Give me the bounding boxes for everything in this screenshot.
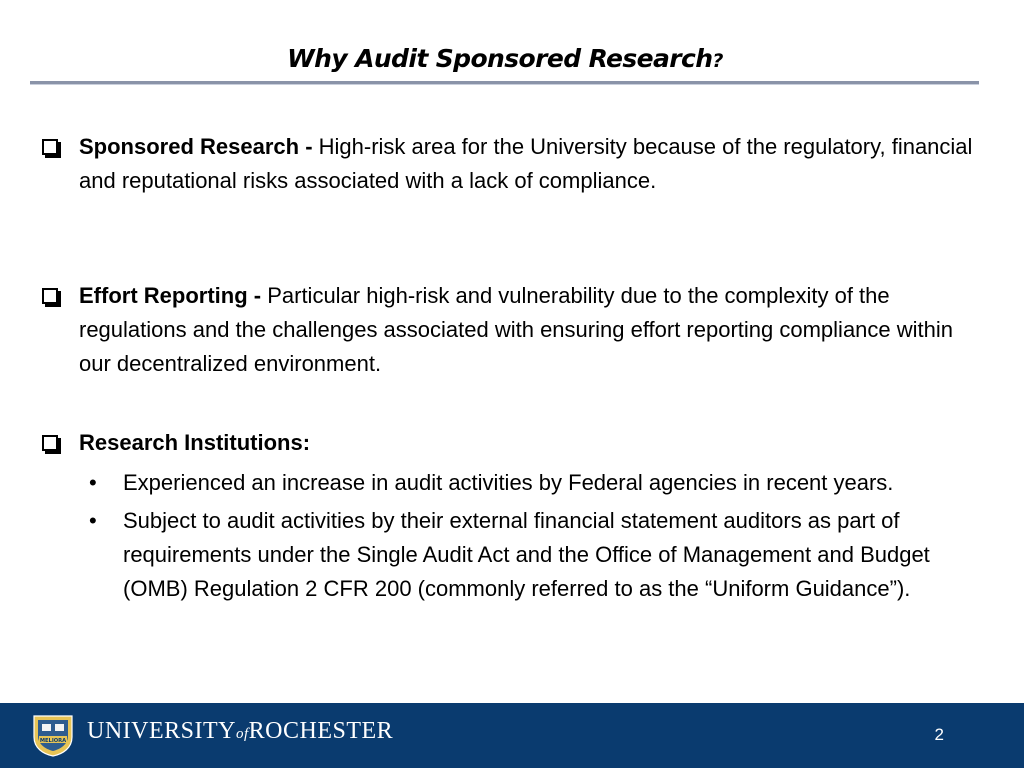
checkbox-bullet-icon [42,435,58,451]
title-divider [30,81,979,85]
bullet-dot-icon: • [89,508,97,533]
section-sponsored-research [40,130,990,198]
wordmark-rochester: ROCHESTER [248,718,394,744]
page-number: 2 [934,725,944,744]
svg-text:MELIORA: MELIORA [39,738,67,744]
section-body: Particular high-risk and vulnerability due to the complexity of the regulations and the challenges associated with ensuring effort reporting compliance within our decentralized environment. [79,283,954,376]
footer-bar [0,703,1024,768]
list-item-text: Experienced an increase in audit activities by Federal agencies in recent years. [123,470,894,495]
bullet-dot-icon: • [89,470,97,495]
slide-title [0,44,1010,73]
section-effort-reporting [40,279,990,381]
list-item [40,504,990,606]
section-sponsored-research-text [40,130,990,198]
wordmark-university: UNIVERSITY [87,718,236,744]
bullet-list [40,466,990,606]
university-wordmark [87,718,393,745]
slide-title-text: Why Audit Sponsored Research [287,44,713,73]
slide-title-suffix: ? [712,50,723,72]
section-research-institutions [40,426,990,610]
university-seal-icon [30,713,76,757]
checkbox-bullet-icon [42,288,58,304]
section-effort-reporting-text [40,279,990,381]
section-lead: Effort Reporting - [79,283,268,308]
checkbox-bullet-icon [42,139,58,155]
section-lead: Sponsored Research - [79,134,319,159]
wordmark-of: of [236,726,249,742]
section-research-institutions-text [40,426,990,460]
list-item-text: Subject to audit activities by their external financial statement auditors as part of requirements under the Single Audit Act and the Office of Management and Budget (OMB) Regulation 2 CFR 200 (commonly referred to as the “Uniform Guidance”). [123,508,930,601]
list-item [40,466,990,500]
section-lead: Research Institutions: [79,430,311,455]
section-body: High-risk area for the University because of the regulatory, financial and reputational risks associated with a lack of compliance. [79,134,973,193]
